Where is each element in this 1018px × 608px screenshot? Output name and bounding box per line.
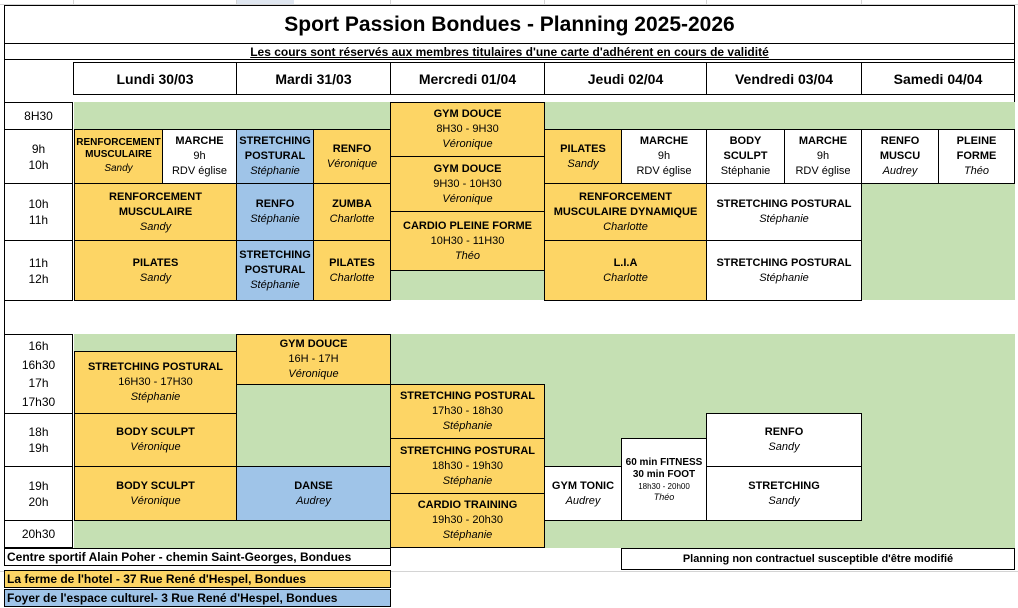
day-header-vendredi: Vendredi 03/04 xyxy=(706,62,862,95)
course-lundi-body-sculpt-2[interactable]: BODY SCULPT Véronique xyxy=(74,466,237,521)
course-mardi-renfo[interactable]: RENFO Véronique xyxy=(313,129,391,184)
course-mercredi-stretching-postural[interactable]: STRETCHING POSTURAL 17h30 - 18h30 Stéphanie xyxy=(390,384,545,439)
course-vendredi-body-sculpt[interactable]: BODY SCULPT Stéphanie xyxy=(706,129,785,184)
course-mercredi-cardio-training[interactable]: CARDIO TRAINING 19h30 - 20h30 Stéphanie xyxy=(390,493,545,548)
legend-yellow-venue: La ferme de l'hotel - 37 Rue René d'Hespel, Bondues xyxy=(4,570,391,588)
course-samedi-renfo-muscu[interactable]: RENFO MUSCU Audrey xyxy=(861,129,939,184)
time-label: 18h 19h xyxy=(4,413,73,467)
course-mercredi-stretching-postural-2[interactable]: STRETCHING POSTURAL 18h30 - 19h30 Stéphanie xyxy=(390,438,545,494)
course-samedi-pleine-forme[interactable]: PLEINE FORME Théo xyxy=(938,129,1015,184)
frame-right xyxy=(1014,60,1015,102)
day-header-lundi: Lundi 30/03 xyxy=(73,62,237,95)
page-subtitle: Les cours sont réservés aux membres titulaires d'une carte d'adhérent en cours de validité xyxy=(4,43,1015,60)
time-label: 8H30 xyxy=(4,102,73,130)
course-jeudi-gym-tonic[interactable]: GYM TONIC Audrey xyxy=(544,466,622,521)
time-label: 11h 12h xyxy=(4,240,73,301)
course-mardi-zumba[interactable]: ZUMBA Charlotte xyxy=(313,183,391,241)
course-mardi-stretching-postural[interactable]: STRETCHING POSTURAL Stéphanie xyxy=(236,129,314,184)
course-mardi-gym-douce[interactable]: GYM DOUCE 16H - 17H Véronique xyxy=(236,334,391,385)
course-mardi-stretching-postural-2[interactable]: STRETCHING POSTURAL Stéphanie xyxy=(236,240,314,301)
legend-blue-venue: Foyer de l'espace culturel- 3 Rue René d'Hespel, Bondues xyxy=(4,589,391,607)
course-lundi-stretching-postural[interactable]: STRETCHING POSTURAL 16H30 - 17H30 Stéphanie xyxy=(74,351,237,414)
course-mardi-pilates[interactable]: PILATES Charlotte xyxy=(313,240,391,301)
course-jeudi-marche[interactable]: MARCHE 9h RDV église xyxy=(621,129,707,184)
time-label: 9h 10h xyxy=(4,129,73,184)
disclaimer-note: Planning non contractuel susceptible d'être modifié xyxy=(621,548,1015,570)
time-label: 16h 16h30 17h 17h30 xyxy=(4,334,73,414)
course-lundi-marche[interactable]: MARCHE 9h RDV église xyxy=(162,129,237,184)
day-header-mercredi: Mercredi 01/04 xyxy=(390,62,545,95)
course-vendredi-stretching-postural-2[interactable]: STRETCHING POSTURAL Stéphanie xyxy=(706,240,862,301)
course-vendredi-renfo[interactable]: RENFO Sandy xyxy=(706,413,862,467)
course-lundi-body-sculpt[interactable]: BODY SCULPT Véronique xyxy=(74,413,237,467)
legend-white-venue: Centre sportif Alain Poher - chemin Saint-Georges, Bondues xyxy=(4,548,391,566)
time-label: 10h 11h xyxy=(4,183,73,241)
course-mercredi-gym-douce-2[interactable]: GYM DOUCE 9H30 - 10H30 Véronique xyxy=(390,156,545,212)
course-mardi-renfo-2[interactable]: RENFO Stéphanie xyxy=(236,183,314,241)
course-lundi-renforcement-musculaire-2[interactable]: RENFORCEMENT MUSCULAIRE Sandy xyxy=(74,183,237,241)
time-label: 20h30 xyxy=(4,520,73,548)
course-jeudi-lia[interactable]: L.I.A Charlotte xyxy=(544,240,707,301)
course-lundi-renforcement-musculaire[interactable]: RENFORCEMENT MUSCULAIRE Sandy xyxy=(74,129,163,184)
course-mercredi-gym-douce[interactable]: GYM DOUCE 8H30 - 9H30 Véronique xyxy=(390,102,545,157)
course-mercredi-cardio-pleine-forme[interactable]: CARDIO PLEINE FORME 10H30 - 11H30 Théo xyxy=(390,211,545,271)
course-jeudi-pilates[interactable]: PILATES Sandy xyxy=(544,129,622,184)
course-jeudi-fitness-foot[interactable]: 60 min FITNESS 30 min FOOT 18h30 - 20h00 Théo xyxy=(621,438,707,521)
course-vendredi-stretching-postural[interactable]: STRETCHING POSTURAL Stéphanie xyxy=(706,183,862,241)
time-label: 19h 20h xyxy=(4,466,73,521)
course-vendredi-stretching[interactable]: STRETCHING Sandy xyxy=(706,466,862,521)
day-header-jeudi: Jeudi 02/04 xyxy=(544,62,707,95)
course-mardi-danse[interactable]: DANSE Audrey xyxy=(236,466,391,521)
course-vendredi-marche[interactable]: MARCHE 9h RDV église xyxy=(784,129,862,184)
day-header-samedi: Samedi 04/04 xyxy=(861,62,1015,95)
page-title: Sport Passion Bondues - Planning 2025-2026 xyxy=(4,5,1015,43)
day-header-mardi: Mardi 31/03 xyxy=(236,62,391,95)
course-lundi-pilates[interactable]: PILATES Sandy xyxy=(74,240,237,301)
course-jeudi-renforcement-musculaire-dynamique[interactable]: RENFORCEMENT MUSCULAIRE DYNAMIQUE Charlotte xyxy=(544,183,707,241)
